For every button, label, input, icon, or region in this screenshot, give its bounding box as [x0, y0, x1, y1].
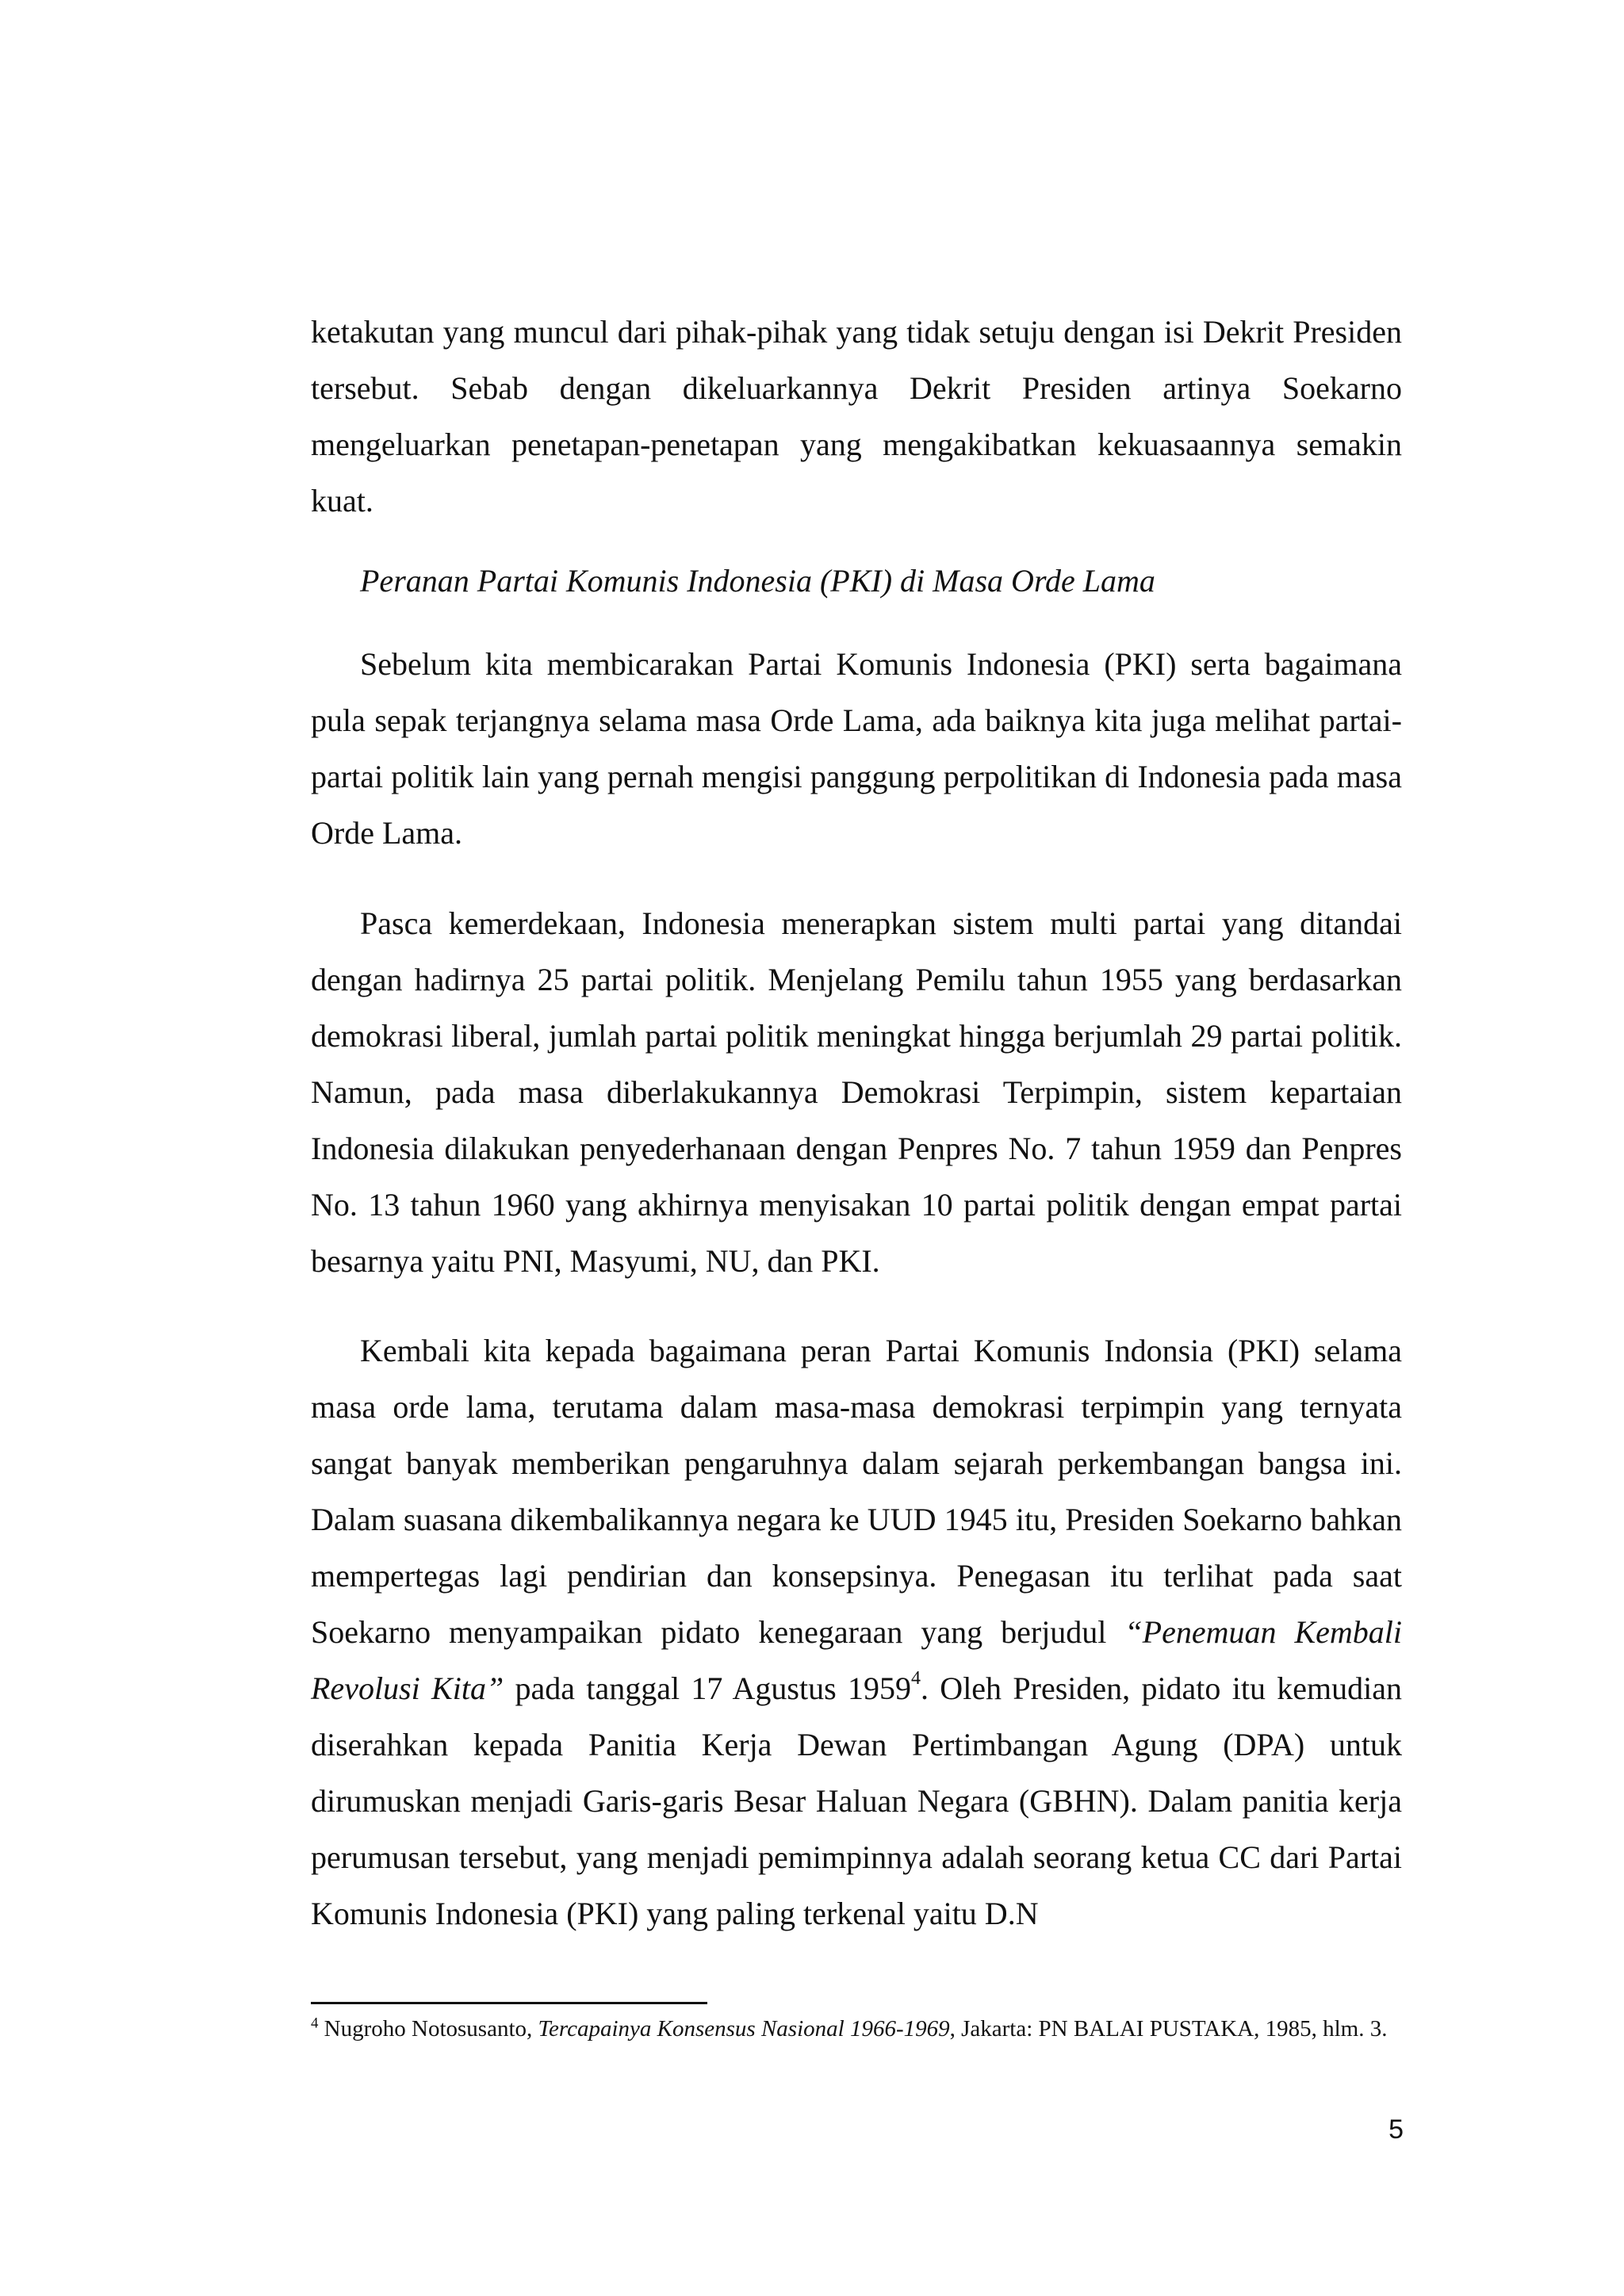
- footnote-author: Nugroho Notosusanto,: [318, 2016, 538, 2042]
- paragraph-1-text: ketakutan yang muncul dari pihak-pihak yang tidak setuju dengan isi Dekrit Presiden tersebut. Sebab dengan dikeluarkannya Dekrit Presiden artinya Soekarno mengeluarkan penetapan-penetapan yang mengakibatkan kekuasaannya semakin kuat.: [311, 314, 1402, 519]
- speech-title: “Penemuan Kembali Revolusi Kita”: [311, 1614, 1403, 1706]
- footnote-separator: [311, 2002, 707, 2004]
- paragraph-2-text: Sebelum kita membicarakan Partai Komunis Indonesia (PKI) serta bagaimana pula sepak terjangnya selama masa Orde Lama, ada baiknya kita juga melihat partai-partai politik lain yang pernah mengisi panggung perpolitikan di Indonesia pada masa Orde Lama.: [311, 646, 1402, 851]
- paragraph-2: [311, 636, 1402, 861]
- footnote-book-title: Tercapainya Konsensus Nasional 1966-1969: [538, 2016, 950, 2042]
- section-heading: [311, 553, 1402, 609]
- paragraph-4: [311, 1322, 1402, 1942]
- paragraph-3: [311, 895, 1402, 1289]
- section-heading-text: Peranan Partai Komunis Indonesia (PKI) di Masa Orde Lama: [360, 563, 1155, 599]
- paragraph-4-text-part-1: Kembali kita kepada bagaimana peran Partai Komunis Indonsia (PKI) selama masa orde lama, terutama dalam masa-masa demokrasi terpimpin yang ternyata sangat banyak memberikan pengaruhnya dalam sejarah perkembangan bangsa ini. Dalam suasana dikembalikannya negara ke UUD 1945 itu, Presiden Soekarno bahkan mempertegas lagi pendirian dan konsepsinya. Penegasan itu terlihat pada saat Soekarno menyampaikan pidato kenegaraan yang berjudul: [311, 1333, 1402, 1650]
- footnote-number: 4: [311, 2015, 319, 2032]
- paragraph-continued: [311, 304, 1402, 529]
- paragraph-3-text: Pasca kemerdekaan, Indonesia menerapkan sistem multi partai yang ditandai dengan hadirnya 25 partai politik. Menjelang Pemilu tahun 1955 yang berdasarkan demokrasi liberal, jumlah partai politik meningkat hingga berjumlah 29 partai politik. Namun, pada masa diberlakukannya Demokrasi Terpimpin, sistem kepartaian Indonesia dilakukan penyederhanaan dengan Penpres No. 7 tahun 1959 dan Penpres No. 13 tahun 1960 yang akhirnya menyisakan 10 partai politik dengan empat partai besarnya yaitu PNI, Masyumi, NU, dan PKI.: [311, 905, 1402, 1279]
- footnote-publication: , Jakarta: PN BALAI PUSTAKA, 1985, hlm. 3.: [949, 2016, 1388, 2042]
- paragraph-4-text-part-2: pada tanggal 17 Agustus 1959: [504, 1670, 911, 1706]
- paragraph-4-text-part-3: . Oleh Presiden, pidato itu kemudian diserahkan kepada Panitia Kerja Dewan Pertimbangan Agung (DPA) untuk dirumuskan menjadi Garis-garis Besar Haluan Negara (GBHN). Dalam panitia kerja perumusan tersebut, yang menjadi pemimpinnya adalah seorang ketua CC dari Partai Komunis Indonesia (PKI) yang paling terkenal yaitu D.N: [311, 1670, 1403, 1931]
- footnote-reference: 4: [910, 1667, 921, 1689]
- page-number: 5: [1388, 2114, 1404, 2145]
- footnote: [311, 2015, 1402, 2042]
